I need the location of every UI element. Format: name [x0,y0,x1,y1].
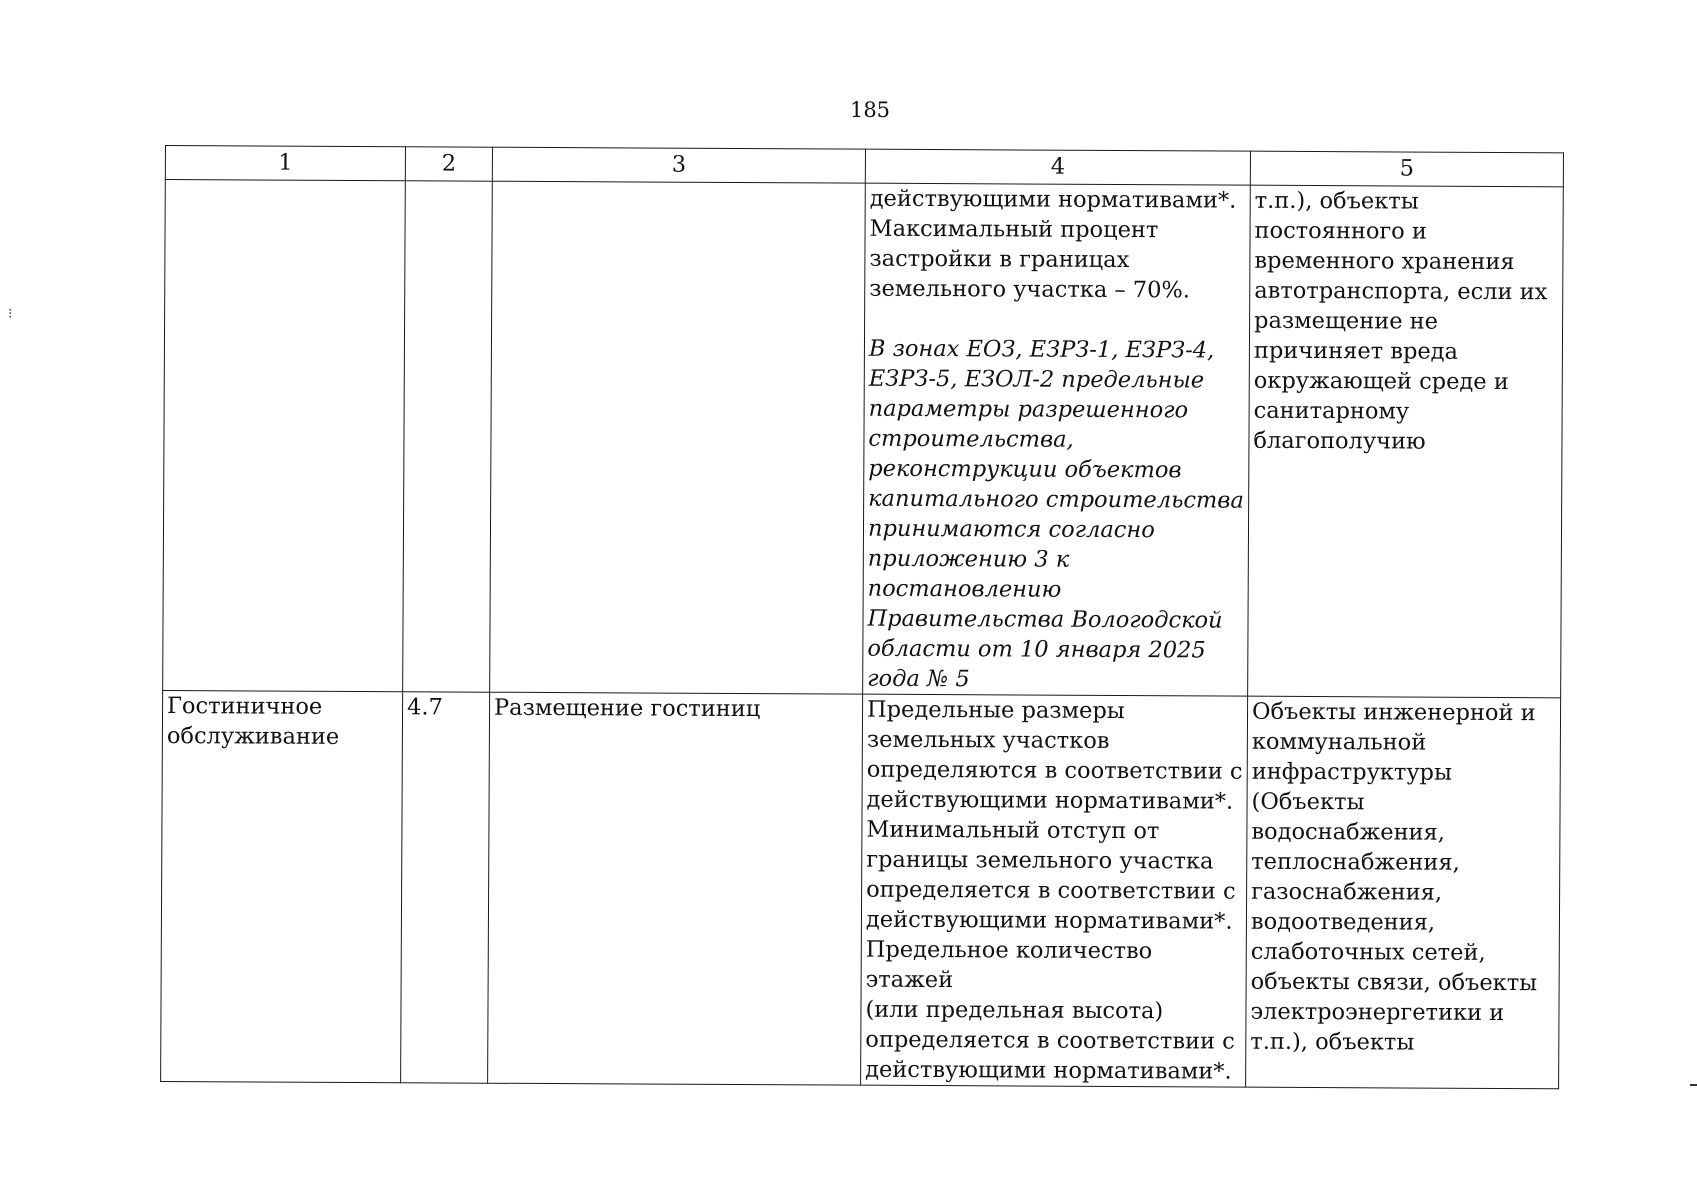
description-cell: Размещение гостиниц [488,692,863,1085]
scan-mark: ⁝ [8,306,13,322]
table-row [161,690,1561,1088]
table-row [163,180,1564,698]
column-number-1: 1 [165,146,405,181]
description-cell [490,181,866,694]
code-cell: 4.7 [401,692,490,1083]
parameters-cell [863,183,1251,696]
auxiliary-uses-cell: т.п.), объекты постоянного и временного хранения автотранспорта, если их размещение не причиняет вреда окружающей среде и санитарному благополучию [1248,185,1564,698]
column-number-3: 3 [492,147,865,183]
zone-parameters-note: В зонах ЕОЗ, ЕЗРЗ-1, ЕЗРЗ-4, ЕЗРЗ-5, ЕЗОЛ-2 предельные параметры разрешенного строительства, реконструкции объектов капитального строительства принимаются согласно приложению 3 к постановлению Правительства Вологодской области от 10 января 2025 года № 5 [867,335,1244,693]
parameters-cell: Предельные размеры земельных участков определяются в соответствии с действующими нормативами*. Минимальный отступ от границы земельного участка определяется в соответствии с действующими нормативами*. Предельное количество этажей (или предельная высота) определяется в соответствии с действующими нормативами*. [861,694,1248,1087]
code-cell [403,181,493,692]
column-number-5: 5 [1250,151,1563,187]
column-number-2: 2 [405,147,492,181]
use-type-cell [163,180,406,692]
auxiliary-uses-cell: Объекты инженерной и коммунальной инфраструктуры (Объекты водоснабжения, теплоснабжения, газоснабжения, водоотведения, слаботочных сетей, объекты связи, объекты электроэнергетики и т.п.), объекты [1246,696,1561,1089]
column-number-4: 4 [865,149,1250,185]
scan-edge-mark [1690,1084,1697,1086]
page-number: 185 [849,98,891,122]
parameters-text: действующими нормативами*. Максимальный процент застройки в границах земельного участка – 70%. [869,185,1237,304]
regulations-table [160,145,1564,1089]
use-type-cell: Гостиничное обслуживание [161,690,403,1082]
